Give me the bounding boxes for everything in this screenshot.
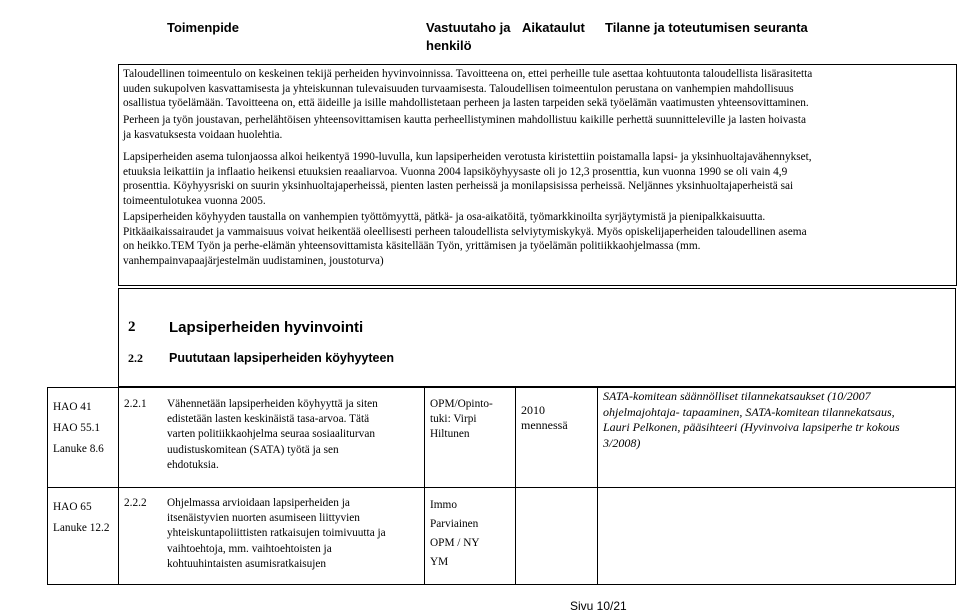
table-col-line-5 [955,387,956,585]
table-col-line-4 [597,387,598,585]
table-col-line-0 [47,387,48,585]
row-refs: HAO 41 HAO 55.1 Lanuke 8.6 [53,401,104,455]
row-responsible: Immo Parviainen OPM / NY YM [430,499,480,568]
section-number: 2 [128,319,136,335]
table-col-line-2 [424,387,425,585]
table-col-line-3 [515,387,516,585]
subsection-title: Puututaan lapsiperheiden köyhyyteen [169,351,395,365]
section-box-right [955,288,956,386]
header-responsible-cont: henkilö [426,38,472,53]
subsection-number: 2.2 [128,351,143,365]
header-status: Tilanne ja toteutumisen seuranta [605,20,808,35]
row-number: 2.2.1 [124,398,147,410]
table-bottom-line [47,584,956,585]
header-schedule: Aikataulut [522,20,585,35]
page-number: Sivu 10/21 [570,599,627,613]
row-action: Ohjelmassa arvioidaan lapsiperheiden ja itsenäistyvien nuorten asumiseen liittyvien yhteiskuntapoliittisten ratkaisujen toimivuutta ja vaihtoehtoja, mm. vaihtoehtoisten ja kohtuuhintaisten asumisratkaisujen [167,497,386,570]
row-number: 2.2.2 [124,497,147,509]
section-box-top [118,288,956,289]
row-refs: HAO 65 Lanuke 12.2 [53,501,110,534]
header-action: Toimenpide [167,20,239,35]
header-responsible: Vastuutaho ja [426,20,511,35]
row-schedule: 2010 mennessä [521,403,568,433]
intro-paragraph-2: Perheen ja työn joustavan, perhelähtöisen yhteensovittamisen kautta perheellistyminen mahdollistuu kaikille perhettä suunnitteleville ja lasten hoivasta ja kasvatuksesta voidaan huolehtia. [123,114,806,141]
table-top-line [47,387,956,388]
section-title: Lapsiperheiden hyvinvointi [169,319,364,336]
intro-paragraph-3: Lapsiperheiden asema tulonjaossa alkoi heikentyä 1990-luvulla, kun lapsiperheiden verotusta kiristettiin poistamalla lapsi- ja yksinhuoltajavähennykset, etuuksia leikattiin ja inflaatio heikensi etuuksien reaaliarvoa. Vuonna 2004 lapsiköyhyysaste oli jo 12,3 prosenttia, kun vuonna 1990 se oli vain 4,9 prosenttia. Köyhyysriski on suurin yksinhuoltajaperheissä, pienten lasten perheissä ja monilapsisissa perheissä. Neljännes yksinhuoltajaperheistä sai toimeentulotukea vuonna 2005. [123,151,812,207]
intro-paragraph-4: Lapsiperheiden köyhyyden taustalla on vanhempien työttömyyttä, pätkä- ja osa-aikatöitä, työmarkkinoilta syrjäytymistä ja pienipalkkaisuutta. Pitkäaikaissairaudet ja vammaisuus voivat heikentää oleellisesti perheen taloudellista selviytymiskykyä. Myös opiskelijaperheiden taloudellinen asema on heikko.TEM Työn ja perhe-elämän yhteensovittamista käsitellään Työn, yrittämisen ja työelämän politiikkaohjelmassa (mm. vanhempainvapaajärjestelmän uudistaminen, joustoturva) [123,211,807,267]
table-row-divider [47,487,956,488]
row-action: Vähennetään lapsiperheiden köyhyyttä ja siten edistetään lasten keskinäistä tasa-arvoa. Tätä varten politiikkaohjelma seuraa sosiaaliturvan uudistuskomitean (SATA) työtä ja sen ehdotuksia. [167,398,378,471]
row-status: SATA-komitean säännölliset tilannekatsaukset (10/2007 ohjelmajohtaja- tapaaminen, SATA-komitean tilannekatsaus, Lauri Pelkonen, pääsihteeri (Hyvinvoiva lapsiperhe tr kokous 3/2008) [603,389,900,450]
section-box-left [118,288,119,386]
intro-box [118,64,957,286]
row-responsible: OPM/Opinto- tuki: Virpi Hiltunen [430,398,493,441]
table-col-line-1 [118,387,119,585]
intro-paragraph-1: Taloudellinen toimeentulo on keskeinen tekijä perheiden hyvinvoinnissa. Tavoitteena on, ettei perheille tule asettaa kohtuutonta taloudellista lisärasitetta uuden sukupolven kasvattamisesta ja yhteiskunnan tulevaisuuden turvaamisesta. Taloudellisen toimeentulon perustana on vanhempien mahdollisuus osallistua työelämään. Tavoitteena on, että äideille ja isille mahdollistetaan perheen ja lasten tarpeiden sekä työelämän vaatimusten yhteensovittaminen. [123,68,813,110]
